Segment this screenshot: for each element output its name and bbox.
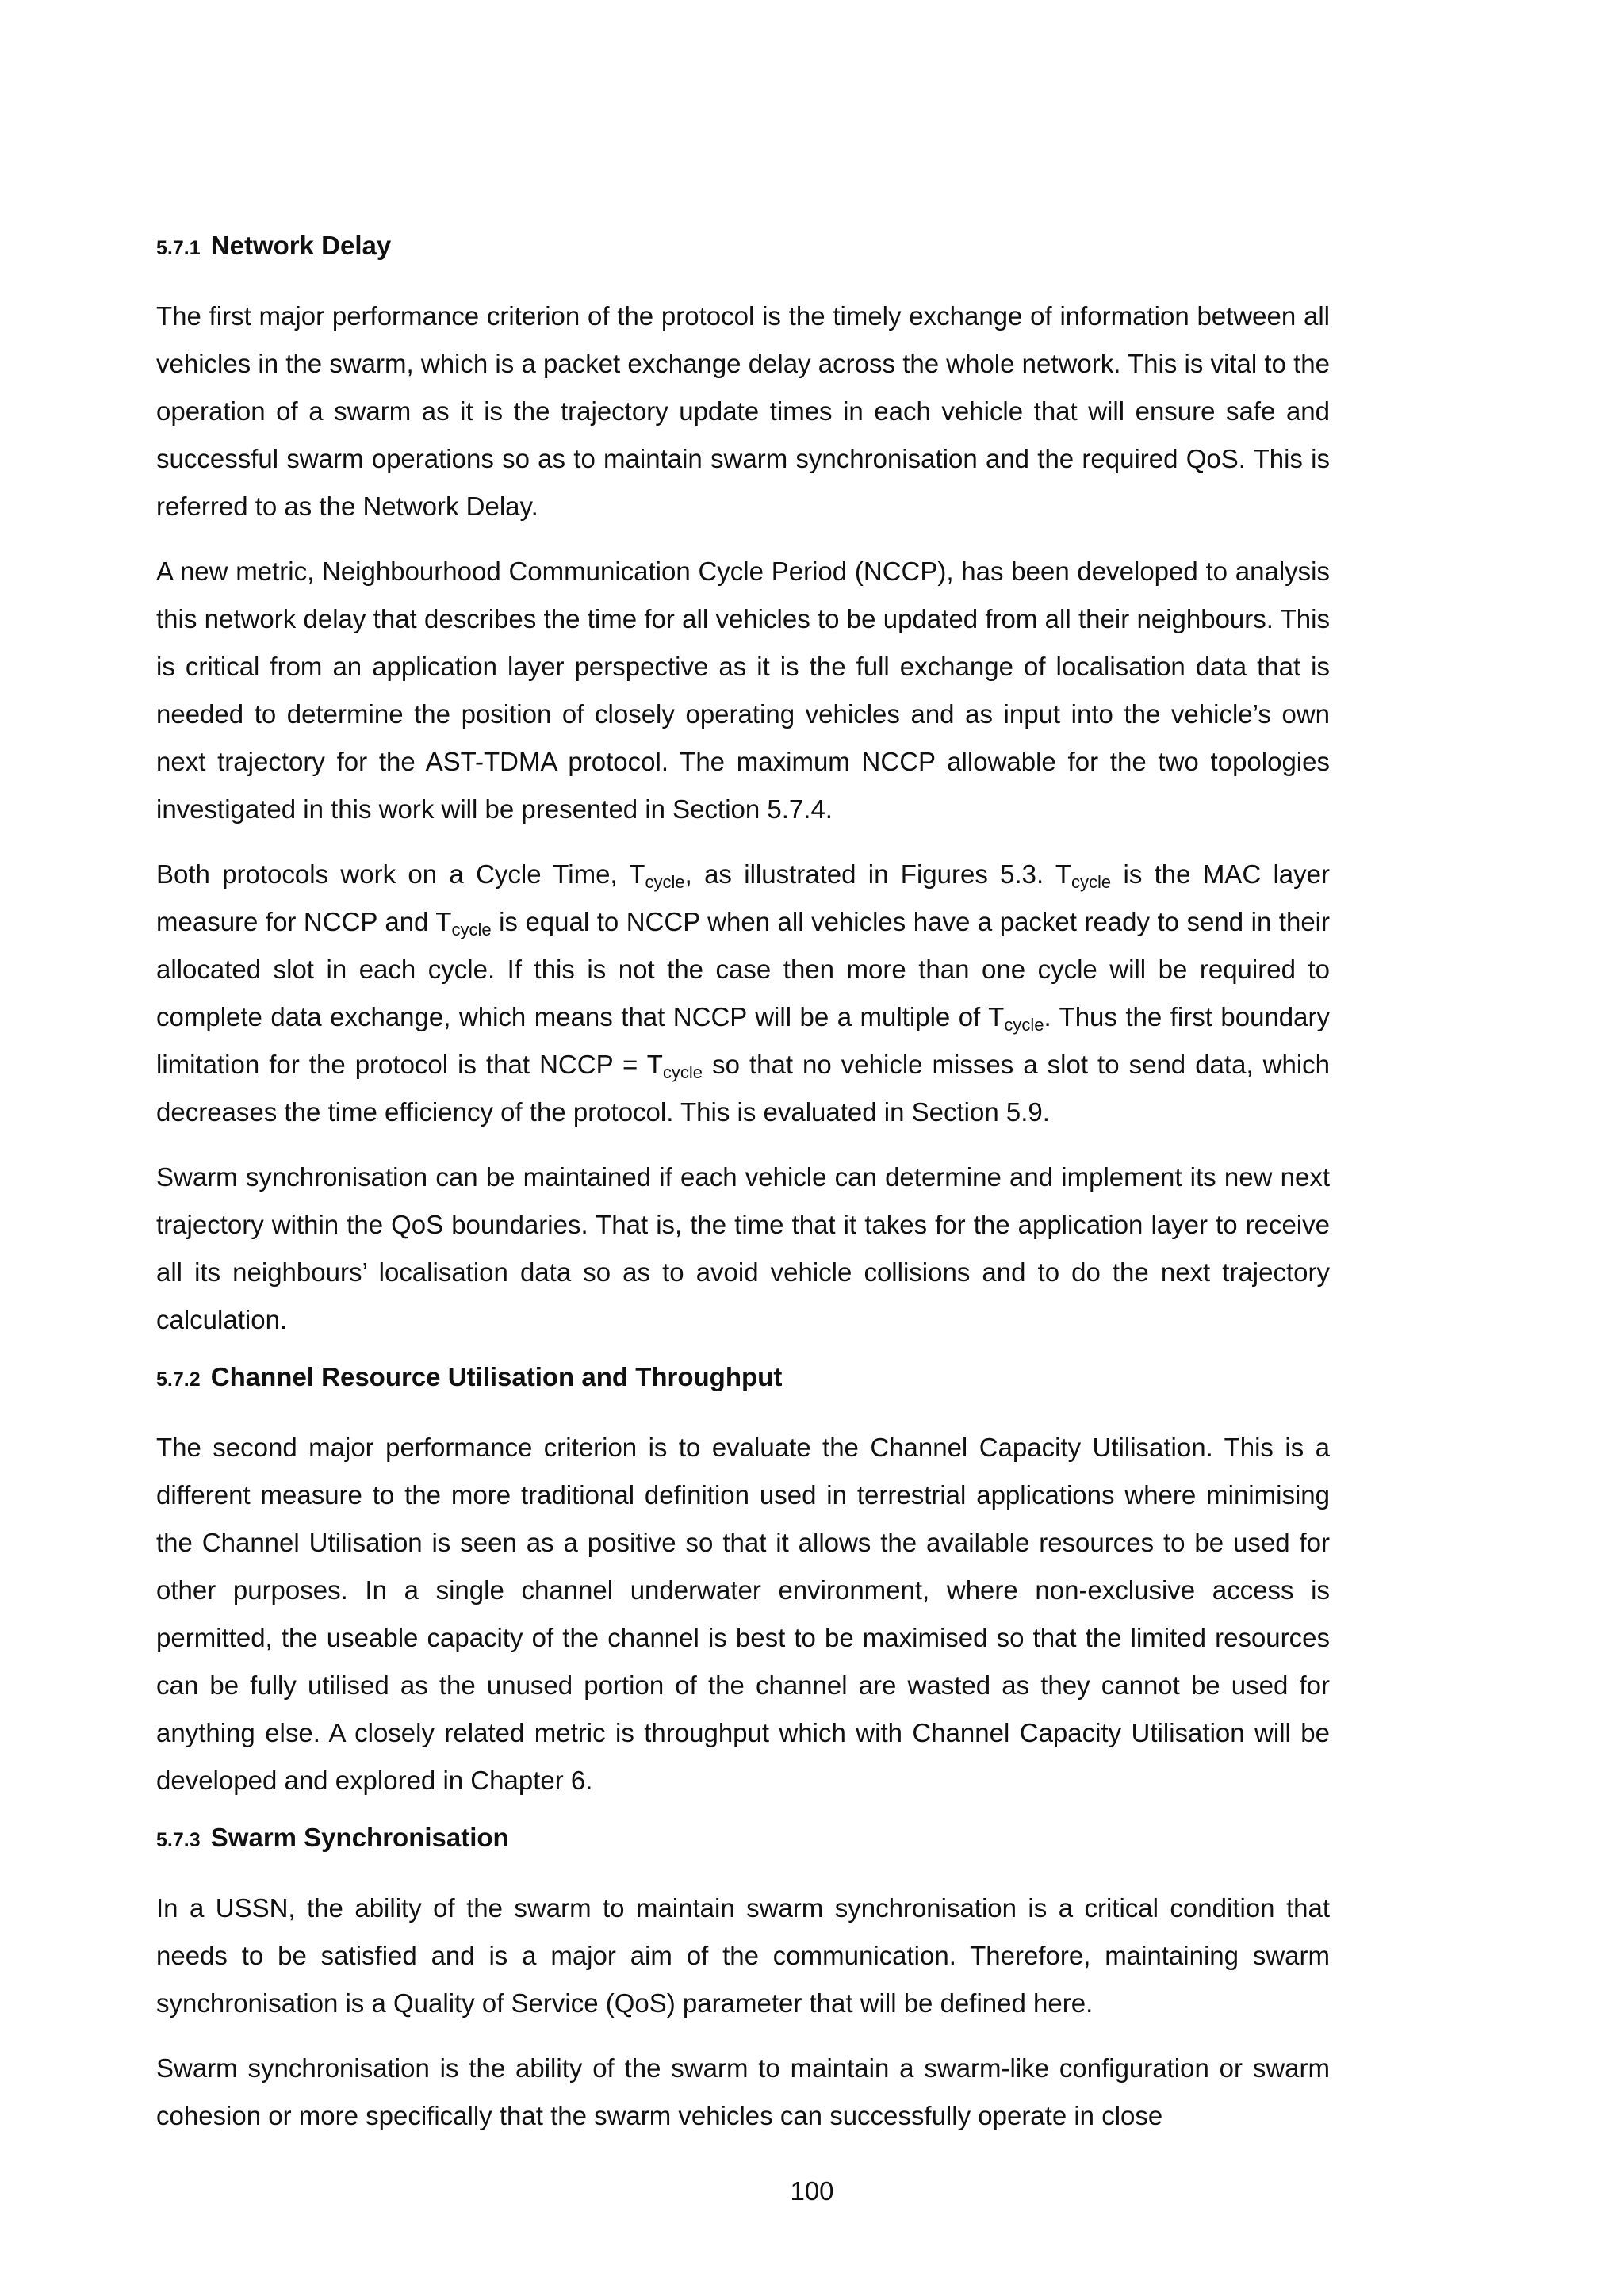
section-number: 5.7.1	[156, 237, 201, 259]
section-heading	[156, 1361, 1330, 1395]
paragraph: A new metric, Neighbourhood Communication Cycle Period (NCCP), has been developed to analysis this network delay that describes the time for all vehicles to be updated from all their neighbours. This is critical from an application layer perspective as it is the full exchange of localisation data that is needed to determine the position of closely operating vehicles and as input into the vehicle’s own next trajectory for the AST-TDMA protocol. The maximum NCCP allowable for the two topologies investigated in this work will be presented in Section 5.7.4.	[156, 557, 1330, 824]
cycle-paragraph	[156, 851, 1330, 1136]
paragraph: In a USSN, the ability of the swarm to maintain swarm synchronisation is a critical condition that needs to be satisfied and is a major aim of the communication. Therefore, maintaining swarm synchronisation is a Quality of Service (QoS) parameter that will be defined here.	[156, 1893, 1330, 2018]
section-number: 5.7.3	[156, 1829, 201, 1851]
text-run: . Thus the first boundary limitation for the protocol is that NCCP = T	[156, 1002, 1330, 1079]
paragraph: The first major performance criterion of the protocol is the timely exchange of information between all vehicles in the swarm, which is a packet exchange delay across the whole network. This is vital to the operation of a swarm as it is the trajectory update times in each vehicle that will ensure safe and successful swarm operations so as to maintain swarm synchronisation and the required QoS. This is referred to as the Network Delay.	[156, 301, 1330, 521]
paragraph: The second major performance criterion is to evaluate the Channel Capacity Utilisation. This is a different measure to the more traditional definition used in terrestrial applications where minimising the Channel Utilisation is seen as a positive so that it allows the available resources to be used for other purposes. In a single channel underwater environment, where non-exclusive access is permitted, the useable capacity of the channel is best to be maximised so that the limited resources can be fully utilised as the unused portion of the channel are wasted as they cannot be used for anything else. A closely related metric is throughput which with Channel Capacity Utilisation will be developed and explored in Chapter 6.	[156, 1433, 1330, 1795]
subscript: cycle	[645, 872, 685, 892]
section-heading	[156, 230, 1330, 264]
text-run: Both protocols work on a Cycle Time, T	[156, 859, 645, 889]
text-run: is equal to NCCP when all vehicles have a packet ready to send in their allocated slot in each cycle. If this is not the case then more than one cycle will be required to complete data exchange, which means that NCCP will be a multiple of T	[156, 907, 1330, 1031]
paragraph: Swarm synchronisation can be maintained if each vehicle can determine and implement its new next trajectory within the QoS boundaries. That is, the time that it takes for the application layer to receive all its neighbours’ localisation data so as to avoid vehicle collisions and to do the next trajectory calculation.	[156, 1162, 1330, 1334]
subscript: cycle	[662, 1062, 703, 1082]
page-body	[156, 230, 1330, 2157]
page-number: 100	[790, 2176, 834, 2206]
text-run: so that no vehicle misses a slot to send data, which decreases the time efficiency of the protocol. This is evaluated in Section 5.9.	[156, 1050, 1331, 1127]
subscript: cycle	[1071, 872, 1112, 892]
section-number: 5.7.2	[156, 1368, 201, 1391]
section-title: Network Delay	[210, 231, 392, 260]
subscript: cycle	[451, 920, 492, 939]
paragraph: Swarm synchronisation is the ability of the swarm to maintain a swarm-like configuration or swarm cohesion or more specifically that the swarm vehicles can successfully operate in close	[156, 2053, 1330, 2130]
text-run: is the MAC layer measure for NCCP and T	[156, 859, 1330, 936]
text-run: , as illustrated in Figures 5.3. T	[684, 859, 1072, 889]
subscript: cycle	[1004, 1015, 1044, 1035]
section-title: Channel Resource Utilisation and Throughput	[210, 1362, 783, 1391]
section-title: Swarm Synchronisation	[210, 1823, 509, 1852]
section-heading	[156, 1822, 1330, 1856]
